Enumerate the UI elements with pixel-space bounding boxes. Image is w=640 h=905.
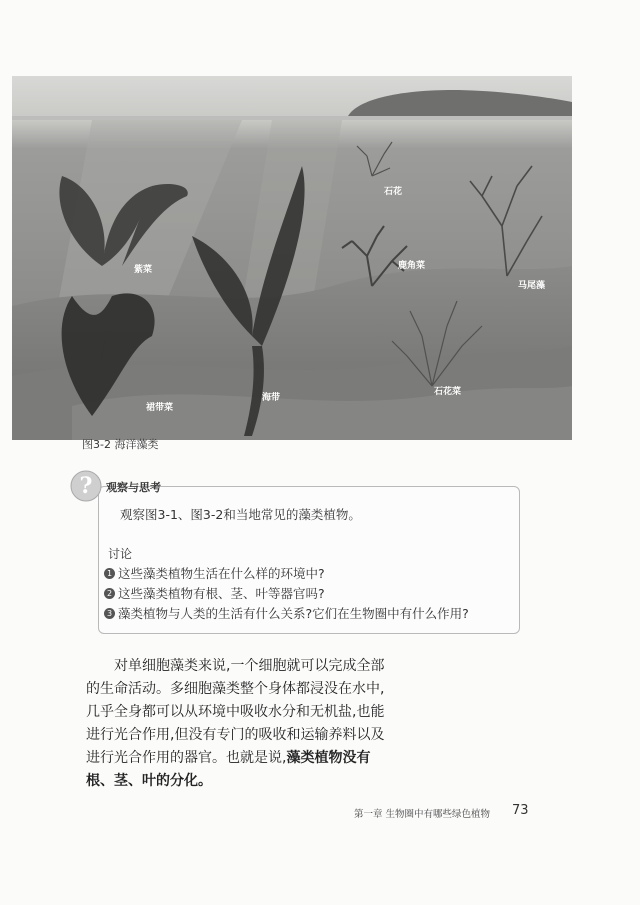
question-text: 藻类植物与人类的生活有什么关系?它们在生物圈中有什么作用? [118,606,469,621]
question-text: 这些藻类植物有根、茎、叶等器官吗? [118,586,325,601]
question-number: 3 [104,608,115,619]
label-lujiaocai: 鹿角菜 [398,261,426,271]
label-maweizao: 马尾藻 [518,281,546,291]
label-qundaicai: 裙带菜 [146,403,174,413]
question-1 [104,564,325,582]
label-haidai: 海带 [262,393,281,403]
body-line: 进行光合作用的器官。也就是说, [86,750,287,766]
question-number: 2 [104,588,115,599]
question-number: 1 [104,568,115,579]
chapter-title: 第一章 生物圈中有哪些绿色植物 [354,809,491,820]
body-line: 的生命活动。多细胞藻类整个身体都浸没在水中, [86,681,385,697]
figure-caption: 图3-2 海洋藻类 [82,438,159,451]
body-line: 几乎全身都可以从环境中吸收水分和无机盐,也能 [86,704,385,720]
label-zicai: 紫菜 [134,265,153,275]
body-line: 进行光合作用,但没有专门的吸收和运输养料以及 [86,727,385,743]
box-title: 观察与思考 [106,481,161,494]
page-number: 73 [512,803,529,818]
question-2 [104,584,325,602]
question-text: 这些藻类植物生活在什么样的环境中? [118,566,325,581]
svg-text:?: ? [79,473,93,499]
emphasis-text: 藻类植物没有 [286,750,371,766]
discuss-title: 讨论 [108,547,133,561]
emphasis-text: 根、茎、叶的分化。 [86,773,212,789]
marine-algae-illustration [12,76,572,440]
label-shihuacai: 石花菜 [434,387,462,397]
body-paragraph [86,655,416,793]
observe-instruction: 观察图3-1、图3-2和当地常见的藻类植物。 [120,507,361,522]
body-line: 对单细胞藻类来说,一个细胞就可以完成全部 [114,658,385,674]
question-3 [104,604,469,622]
label-shihua: 石花 [384,187,403,197]
question-mark-icon [70,470,102,502]
